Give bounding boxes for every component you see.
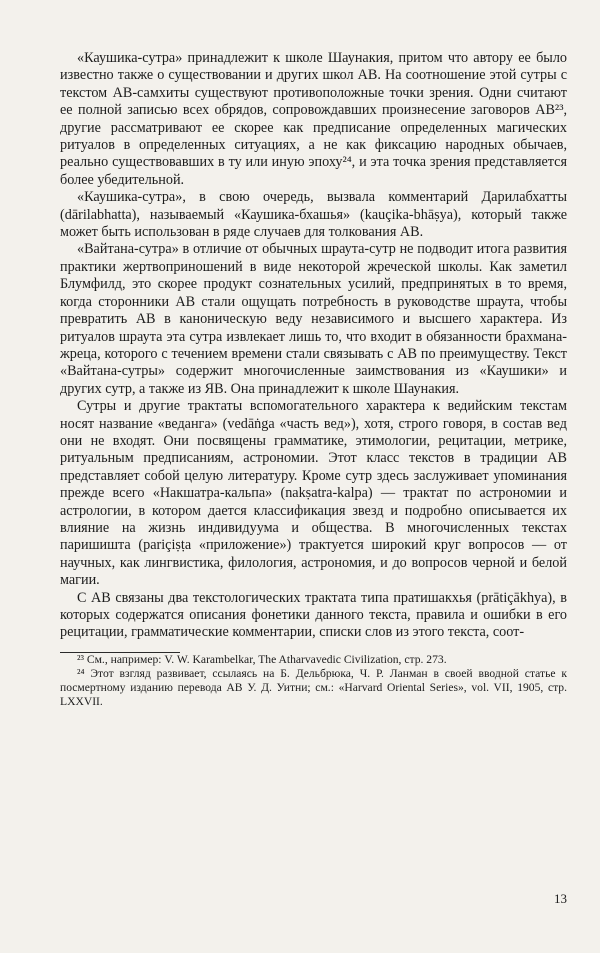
page-number: 13 bbox=[554, 891, 567, 906]
paragraph-pratishakhya: С АВ связаны два текстологических трактата типа пратишакхья (prātiçākhya), в которых содержатся описания фонетики данного текста, правила и ошибки в его рецитации, грамматические комментарии, списки слов из этого текста, соот- bbox=[60, 589, 567, 641]
footnote-23: ²³ См., например: V. W. Karambelkar, The Atharvavedic Civilization, стр. 273. bbox=[77, 652, 447, 666]
paragraph-kaushika-bhashya: «Каушика-сутра», в свою очередь, вызвала комментарий Дарилабхатты (dārilabhatta), называемый «Каушика-бхашья» (kauçika-bhāṣya), который также может быть использован в ряде случаев для толкования АВ. bbox=[60, 189, 567, 241]
footnote-24: ²⁴ Этот взгляд развивает, ссылаясь на Б. Дельбрюка, Ч. Р. Ланман в своей вводной статье к посмертному изданию перевода АВ У. Д. Уитни; см.: «Harvard Oriental Series», vol. VII, 1905, стр. LXXVII. bbox=[60, 666, 567, 708]
paragraph-kaushika-sutra: «Каушика-сутра» принадлежит к школе Шаунакия, притом что автору ее было известно также о существовании и других школ АВ. На соотношение этой сутры с текстом АВ-самхиты существуют противоположные точки зрения. Одни считают ее полной записью всех обрядов, сопровождавших произнесение заговоров АВ²³, другие рассматривают ее скорее как предписание определенных магических ритуалов в определенных ситуациях, а не как фиксацию народных обычаев, реально существовавших в ту или иную эпоху²⁴, и эта точка зрения представляется более убедительной. bbox=[60, 50, 567, 188]
page-body bbox=[60, 50, 567, 709]
paragraph-vedanga: Сутры и другие трактаты вспомогательного характера к ведийским текстам носят название «веданга» (vedāṅga «часть вед»), хотя, строго говоря, в состав вед они не входят. Они посвящены грамматике, этимологии, рецитации, метрике, ритуальным предписаниям, астрономии. Этот класс текстов в традиции АВ представляет собой целую литературу. Кроме сутр здесь заслуживает упоминания прежде всего «Накшатра-кальпа» (nakṣatra-kalpa) — трактат по астрономии и астрологии, в котором дается классификация звезд и подробно описывается их влияние на жизнь индивидуума и общества. В многочисленных текстах паришишта (pariçiṣṭa «приложение») трактуется широкий круг вопросов — от научных, как лингвистика, филология, астрономия, и до вопросов черной и белой магии. bbox=[60, 398, 567, 589]
paragraph-vaitana-sutra: «Вайтана-сутра» в отличие от обычных шраута-сутр не подводит итога развития практики жертвоприношений в виде некоторой жреческой школы. Как заметил Блумфилд, это скорее продукт сознательных усилий, предпринятых в то время, когда сторонники АВ стали ощущать потребность в руководстве шраута, чтобы превратить АВ в каноническую веду независимого и высшего характера. Из ритуалов шраута эта сутра извлекает лишь то, что входит в обязанности брахмана-жреца, которого с течением времени стали связывать с АВ по преимуществу. Текст «Вайтана-сутры» содержит многочисленные заимствования из «Каушики» и других сутр, а также из ЯВ. Она принадлежит к школе Шаунакия. bbox=[60, 241, 567, 397]
